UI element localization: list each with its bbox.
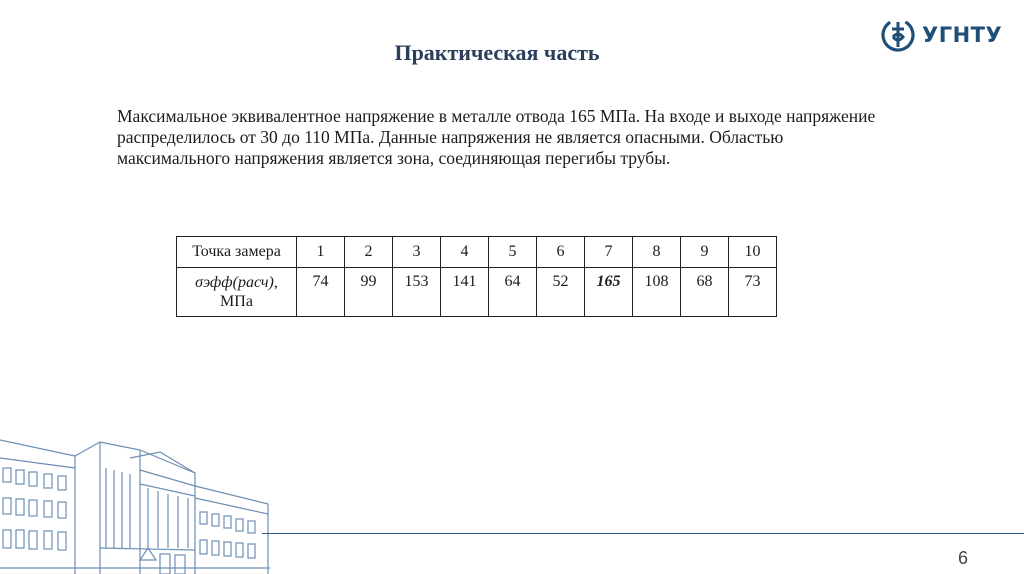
stress-value-cell: 68 bbox=[681, 268, 729, 317]
logo-text: УГНТУ bbox=[922, 23, 1003, 47]
stress-value-cell: 74 bbox=[297, 268, 345, 317]
measurement-table bbox=[176, 236, 777, 317]
point-cell: 8 bbox=[633, 237, 681, 268]
stress-header-cell bbox=[177, 268, 297, 317]
stress-symbol: σэфф(расч) bbox=[195, 274, 274, 291]
point-cell: 5 bbox=[489, 237, 537, 268]
stress-value-cell: 99 bbox=[345, 268, 393, 317]
stress-value-cell-max: 165 bbox=[585, 268, 633, 317]
point-cell: 1 bbox=[297, 237, 345, 268]
page-title: Практическая часть bbox=[394, 40, 600, 65]
stress-unit: , МПа bbox=[220, 274, 278, 310]
table-row bbox=[177, 268, 777, 317]
point-cell: 2 bbox=[345, 237, 393, 268]
stress-value-cell: 141 bbox=[441, 268, 489, 317]
point-cell: 6 bbox=[537, 237, 585, 268]
stress-value-cell: 108 bbox=[633, 268, 681, 317]
point-cell: 10 bbox=[729, 237, 777, 268]
point-header-cell: Точка замера bbox=[177, 237, 297, 268]
point-cell: 7 bbox=[585, 237, 633, 268]
footer-divider bbox=[262, 533, 1024, 534]
university-building-illustration bbox=[0, 428, 270, 574]
stress-value-cell: 64 bbox=[489, 268, 537, 317]
stress-value-cell: 52 bbox=[537, 268, 585, 317]
page-number: 6 bbox=[958, 548, 969, 568]
stress-value-cell: 73 bbox=[729, 268, 777, 317]
table-row bbox=[177, 237, 777, 268]
point-cell: 9 bbox=[681, 237, 729, 268]
point-cell: 3 bbox=[393, 237, 441, 268]
point-cell: 4 bbox=[441, 237, 489, 268]
body-paragraph: Максимальное эквивалентное напряжение в металле отвода 165 МПа. На входе и выходе напряжение распределилось от 30 до 110 МПа. Данные напряжения не является опасными. Областью максимального напряжения является зона, соединяющая перегибы трубы. bbox=[117, 106, 876, 168]
stress-value-cell: 153 bbox=[393, 268, 441, 317]
